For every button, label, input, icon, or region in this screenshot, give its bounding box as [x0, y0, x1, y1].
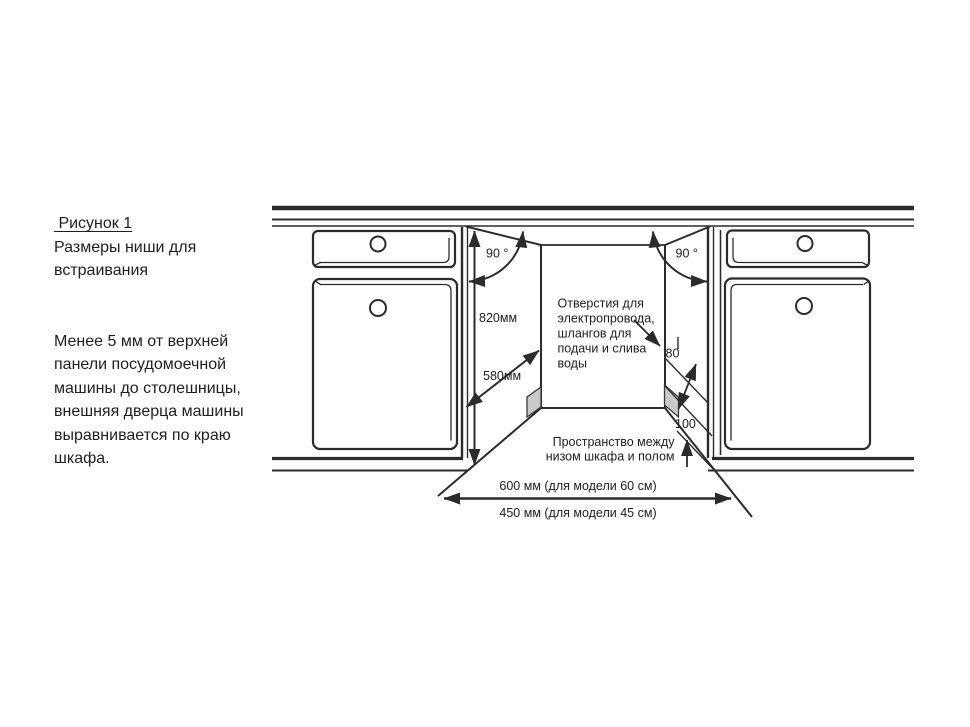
floor-gap-note-line: низом шкафа и полом: [545, 449, 675, 464]
hole-strip-dim-arrow: [679, 364, 697, 409]
hose-hole-left: [527, 387, 541, 417]
note-line: панели посудомоечной: [54, 356, 227, 373]
figure-title: Рисунок 1: [54, 215, 133, 232]
holes-note-line: воды: [557, 356, 587, 371]
niche-width-60-label: 600 мм (для модели 60 см): [499, 479, 657, 493]
holes-note-line: Отверстия для: [557, 296, 644, 311]
installation-note: [54, 330, 269, 471]
ceiling-edge-left: [466, 227, 541, 246]
countertop: [272, 208, 914, 226]
figure-caption-block: [54, 212, 269, 471]
angle-left-label: 90 °: [486, 246, 509, 261]
niche-height-label: 820мм: [479, 311, 518, 325]
note-line: шкафа.: [54, 450, 110, 467]
right-drawer-front: [727, 231, 869, 268]
hole-strip-height-label: 100: [675, 417, 696, 431]
niche-depth-label: 580мм: [483, 369, 522, 383]
hole-dim-line-bottom: [677, 431, 717, 473]
hose-hole-right: [665, 385, 679, 417]
holes-note-line: подачи и слива: [557, 341, 647, 356]
note-line: Менее 5 мм от верхней: [54, 332, 229, 350]
note-line: внешняя дверца машины: [54, 403, 244, 420]
left-door-knob: [370, 300, 386, 316]
right-cabinet: [725, 231, 870, 450]
hole-strip-width-label: 80: [665, 346, 680, 361]
left-cabinet: [313, 231, 457, 449]
right-door-knob: [796, 298, 812, 314]
niche-installation-diagram: [260, 190, 940, 550]
figure-subtitle-line: встраивания: [54, 262, 149, 279]
niche-width-45-label: 450 мм (для модели 45 см): [499, 506, 657, 520]
floor-gap-note-line: Пространство между: [552, 435, 675, 449]
holes-note-line: электропровода,: [557, 311, 655, 326]
holes-note-line: шлангов для: [557, 326, 632, 341]
left-drawer-knob: [371, 237, 386, 252]
note-line: машины до столешницы,: [54, 379, 241, 397]
right-drawer-knob: [798, 236, 813, 251]
note-line: выравнивается по краю: [54, 426, 231, 444]
figure-subtitle-line: Размеры ниши для: [54, 238, 197, 256]
angle-right-label: 90 °: [675, 246, 698, 261]
ceiling-edge-right: [665, 227, 710, 246]
